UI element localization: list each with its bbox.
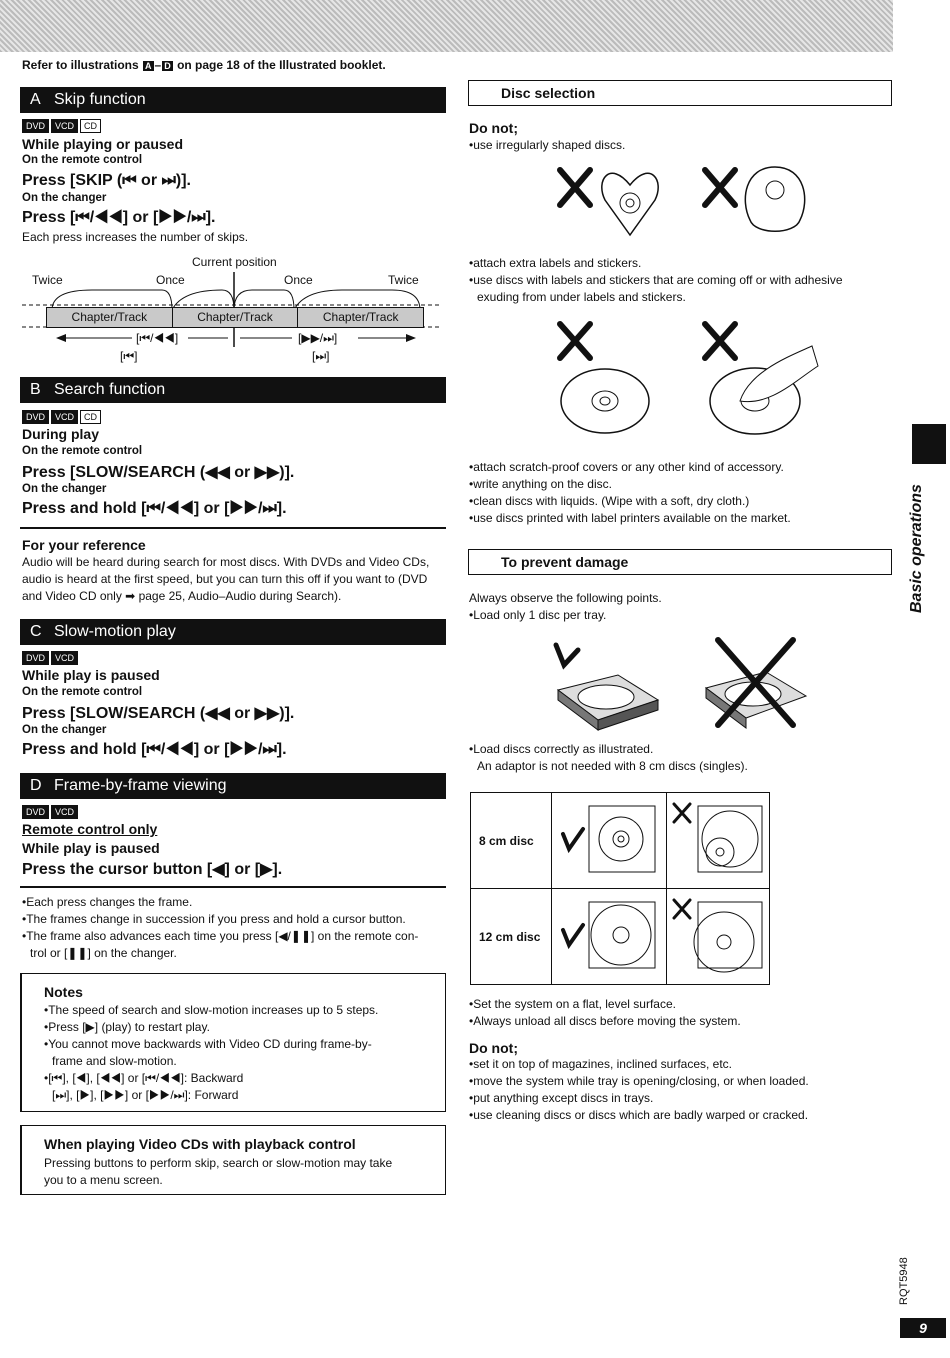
reference-text: Audio will be heard during search for most discs. With DVDs and Video CDs, audio is heard at the first speed, but you can turn this off if you want to (DVD and Video CD only ➡ page 25, Audio–Audio during Search).: [22, 555, 430, 603]
instruction-text: Press and hold [⏮/◀◀] or [▶▶/⏭].: [22, 500, 287, 517]
divider: [20, 886, 446, 888]
bullet-item: •Each press changes the frame.: [22, 895, 193, 909]
bullet-item: •Load only 1 disc per tray.: [469, 608, 607, 622]
diagram-label: Twice: [32, 273, 63, 287]
bullet-item: •Always unload all discs before moving the system.: [469, 1014, 741, 1028]
bullet-item: •attach extra labels and stickers.: [469, 256, 642, 270]
changer-label: On the changer: [22, 192, 107, 204]
instruction-text: Press the cursor button [◀] or [▶].: [22, 861, 283, 878]
instruction-text: Press [⏮/◀◀] or [▶▶/⏭].: [22, 209, 216, 226]
bullet-item: •write anything on the disc.: [469, 477, 612, 491]
diagram-button-label: [⏮]: [120, 349, 138, 363]
incorrect-cell: [667, 889, 770, 985]
bullet-item: An adaptor is not needed with 8 cm discs (singles).: [477, 759, 748, 773]
disc-bullets-2: [469, 459, 899, 527]
condition-text: While playing or paused: [22, 136, 184, 152]
note-item: •[⏮], [◀], [◀◀] or [⏮/◀◀]: Backward: [44, 1071, 244, 1085]
correct-cell: [552, 793, 667, 889]
row-label: 12 cm disc: [471, 889, 552, 985]
diagram-label: Twice: [388, 273, 419, 287]
diagram-label: Once: [284, 273, 313, 287]
chapter-strip: [46, 307, 424, 328]
decorative-header-band: [0, 0, 893, 52]
note-item: frame and slow-motion.: [52, 1054, 177, 1068]
bullet-item: •use discs with labels and stickers that are coming off or with adhesive: [469, 273, 843, 287]
instruction-text: Press [SKIP (⏮ or ⏭)].: [22, 172, 191, 189]
section-tab-marker: [912, 424, 946, 464]
incorrect-cell: [667, 793, 770, 889]
remote-label: On the remote control: [22, 686, 143, 698]
row-label: 8 cm disc: [471, 793, 552, 889]
reference-line: Refer to illustrations A – D on page 18 of the Illustrated booklet.: [22, 58, 386, 72]
vcd-playback-box: [20, 1125, 446, 1195]
bullet-item: •The frames change in succession if you press and hold a cursor button.: [22, 912, 406, 926]
do-not-label: Do not;: [469, 1040, 518, 1056]
diagram-button-label: [⏮/◀◀]: [136, 331, 179, 345]
do-not-label: Do not;: [469, 120, 518, 136]
bullet-item: •use cleaning discs or discs which are badly warped or cracked.: [469, 1108, 809, 1122]
prevent-damage-header: To prevent damage: [468, 549, 892, 575]
cross-disc-icon: [668, 794, 768, 882]
frame-bullets: [22, 894, 448, 962]
bullet-item: •clean discs with liquids. (Wipe with a soft, dry cloth.): [469, 494, 750, 508]
irregular-discs-illustration: [550, 155, 820, 245]
section-d-header: D Frame-by-frame viewing: [20, 773, 446, 799]
disc-bullets: [469, 255, 899, 306]
side-section-label: Basic operations: [908, 484, 925, 613]
condition-text: While play is paused: [22, 667, 160, 683]
bullet-item: •set it on top of magazines, inclined surfaces, etc.: [469, 1057, 733, 1071]
check-disc-icon: [553, 890, 665, 978]
note-item: •The speed of search and slow-motion increases up to 5 steps.: [44, 1003, 379, 1017]
disc-selection-header: Disc selection: [468, 80, 892, 106]
diagram-button-label: [▶▶/⏭]: [298, 331, 338, 345]
divider: [20, 527, 446, 529]
diagram-button-label: [⏭]: [312, 349, 330, 363]
section-c-header: C Slow-motion play: [20, 619, 446, 645]
bullet-item: trol or [❚❚] on the changer.: [30, 946, 177, 960]
intro-text: Always observe the following points.: [469, 591, 662, 605]
chapter-segment: Chapter/Track: [47, 308, 173, 327]
section-a-header: A Skip function: [20, 87, 446, 113]
bullet-item: •The frame also advances each time you press [◀/❚❚] on the remote con-: [22, 929, 419, 943]
instruction-text: Press [SLOW/SEARCH (◀◀ or ▶▶)].: [22, 705, 295, 722]
diagram-label: Once: [156, 273, 185, 287]
setup-bullets: [469, 996, 899, 1030]
bullet-item: •Set the system on a flat, level surface.: [469, 997, 676, 1011]
bullet-item: •use irregularly shaped discs.: [469, 138, 626, 152]
instruction-text: Press and hold [⏮/◀◀] or [▶▶/⏭].: [22, 741, 287, 758]
page-number: 9: [900, 1318, 946, 1338]
note-item: •You cannot move backwards with Video CD during frame-by-: [44, 1037, 372, 1051]
changer-label: On the changer: [22, 483, 107, 495]
cross-disc-icon: [668, 890, 768, 978]
remote-only-label: Remote control only: [22, 821, 158, 837]
note-item: [⏭], [▶], [▶▶] or [▶▶/⏭]: Forward: [52, 1088, 239, 1102]
bullet-item: •put anything except discs in trays.: [469, 1091, 654, 1105]
do-not-bullets: [469, 1056, 899, 1124]
reference-title: For your reference: [22, 537, 146, 553]
bullet-item: •attach scratch-proof covers or any other kind of accessory.: [469, 460, 784, 474]
remote-label: On the remote control: [22, 445, 143, 457]
tray-illustration: [548, 630, 818, 735]
condition-text: During play: [22, 426, 100, 442]
bullet-item: •use discs printed with label printers available on the market.: [469, 511, 791, 525]
bullet-item: exuding from under labels and stickers.: [477, 290, 686, 304]
notes-box: [20, 973, 446, 1112]
disc-type-badges: DVD VCD: [22, 805, 80, 819]
label-discs-illustration: [550, 316, 830, 441]
description-text: Each press increases the number of skips.: [22, 230, 249, 244]
note-item: •Press [▶] (play) to restart play.: [44, 1020, 210, 1034]
bullet-item: •move the system while tray is opening/closing, or when loaded.: [469, 1074, 809, 1088]
correct-cell: [552, 889, 667, 985]
disc-size-table: [470, 792, 770, 985]
notes-title: Notes: [44, 984, 83, 1000]
chapter-segment: Chapter/Track: [322, 310, 399, 324]
changer-label: On the changer: [22, 724, 107, 736]
chapter-segment: Chapter/Track: [173, 308, 299, 327]
vcd-box-title: When playing Video CDs with playback control: [44, 1136, 356, 1152]
disc-type-badges: DVD VCD CD: [22, 119, 103, 133]
diagram-label: Current position: [192, 255, 277, 269]
bullet-item: •Load discs correctly as illustrated.: [469, 742, 654, 756]
document-code: RQT5948: [898, 1257, 910, 1305]
disc-type-badges: DVD VCD CD: [22, 410, 103, 424]
disc-type-badges: DVD VCD: [22, 651, 80, 665]
section-b-header: B Search function: [20, 377, 446, 403]
vcd-box-text: you to a menu screen.: [44, 1173, 163, 1187]
notes-list: [44, 1002, 440, 1104]
instruction-text: Press [SLOW/SEARCH (◀◀ or ▶▶)].: [22, 464, 295, 481]
check-disc-icon: [553, 794, 665, 882]
vcd-box-text: Pressing buttons to perform skip, search or slow-motion may take: [44, 1156, 393, 1170]
remote-label: On the remote control: [22, 154, 143, 166]
skip-diagram: [22, 252, 442, 370]
condition-text: While play is paused: [22, 840, 160, 856]
